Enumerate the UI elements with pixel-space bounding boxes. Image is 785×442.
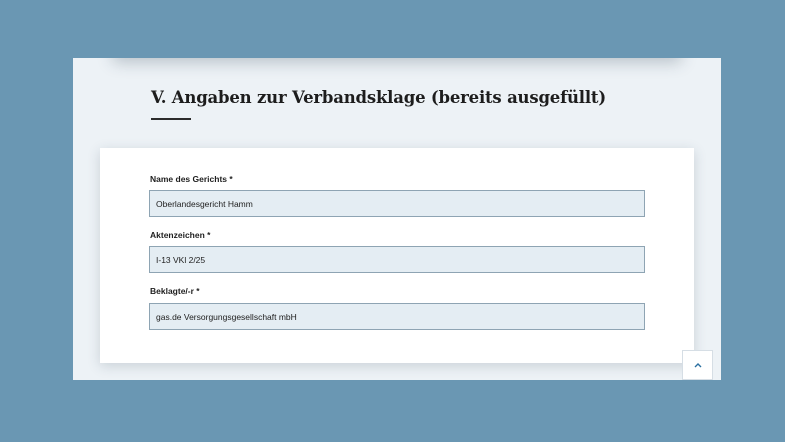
case-number-label: Aktenzeichen *	[150, 230, 211, 240]
court-name-label: Name des Gerichts *	[150, 174, 233, 184]
court-name-input[interactable]	[149, 190, 645, 217]
case-number-input[interactable]	[149, 246, 645, 273]
form-card	[100, 148, 694, 363]
page-panel	[73, 58, 721, 380]
defendant-label: Beklagte/-r *	[150, 286, 200, 296]
chevron-up-icon	[694, 362, 702, 368]
scroll-to-top-button[interactable]	[682, 350, 713, 380]
defendant-input[interactable]	[149, 303, 645, 330]
section-title: V. Angaben zur Verbandsklage (bereits ausgefüllt)	[151, 88, 606, 107]
title-underline	[151, 118, 191, 120]
